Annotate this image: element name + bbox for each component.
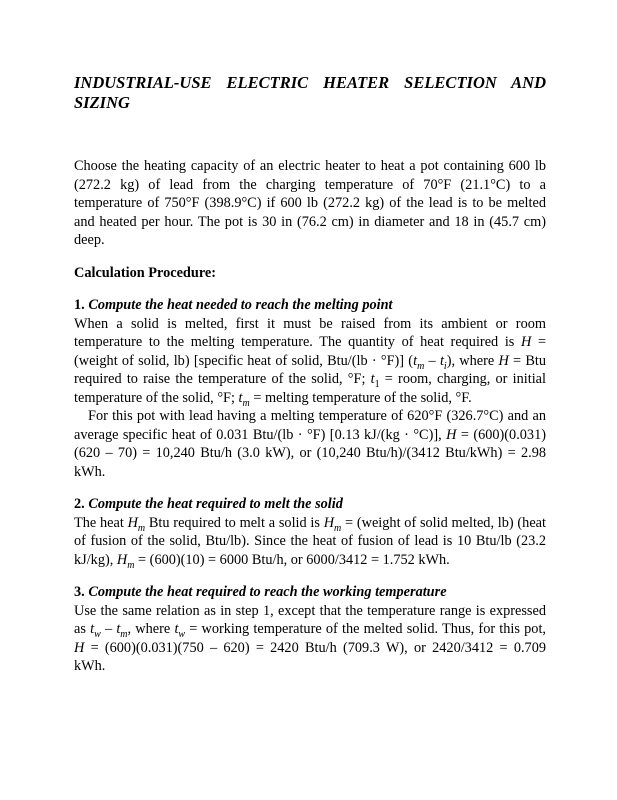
step-2-number: 2. [74, 496, 85, 512]
step-1-paragraph-1: When a solid is melted, first it must be raised from its ambient or room temperature to the melting temperature. The quantity of heat required is H = (weight of solid, lb) [specific heat of solid, Btu/(lb · °F)] $(t_m - t_i)$, where H = Btu required to raise the temperature of the solid, °F; $t_1$ = room, charging, or initial temperature of the solid, °F; $t_m$ = melting temperature of the solid, °F. [74, 315, 547, 409]
step-1-paragraph-2: For this pot with lead having a melting temperature of 620°F (326.7°C) and an average specific heat of 0.031 Btu/(lb · °F) [0.13 kJ/(kg · °C)], H = (600)(0.031)(620 – 70) = 10,240 Btu/h (3.0 kW), or (10,240 Btu/h)/(3412 Btu/kWh) = 2.98 kWh. [74, 408, 546, 480]
step-1-title: Compute the heat needed to reach the melting point [88, 297, 393, 313]
document-title: INDUSTRIAL-USE ELECTRIC HEATER SELECTION AND SIZING [74, 73, 546, 112]
step-2-heading [74, 495, 546, 514]
problem-statement: Choose the heating capacity of an electric heater to heat a pot containing 600 lb (272.2 kg) of lead from the charging temperature of 70°F (21.1°C) to a temperature of 750°F (398.9°C) if 600 lb (272.2 kg) of the lead is to be melted and heated per hour. The pot is 30 in (76.2 cm) in diameter and 18 in (45.7 cm) deep. [74, 158, 546, 248]
step-3-title: Compute the heat required to reach the working temperature [88, 584, 447, 600]
step-3-paragraph-1: Use the same relation as in step 1, except that the temperature range is expressed as $t_w - t_m$, where $t_w$ = working temperature of the melted solid. Thus, for this pot, H = (600)(0.031)(750 – 620) = 2420 Btu/h (709.3 W), or 2420/3412 = 0.709 kWh. [74, 602, 546, 674]
step-3-heading [74, 583, 546, 602]
step-3-number: 3. [74, 584, 85, 600]
document-page [74, 73, 546, 676]
step-1-number: 1. [74, 297, 85, 313]
step-2-paragraph-1: The heat $H_m$ Btu required to melt a solid is $H_m$ = (weight of solid melted, lb) (heat of fusion of the solid, Btu/lb). Since the heat of fusion of lead is 10 Btu/lb (23.2 kJ/kg), $H_m = (600)(10) = 6000$ Btu/h, or 6000/3412 = 1.752 kWh. [74, 514, 546, 571]
step-1-heading [74, 296, 546, 315]
step-2-title: Compute the heat required to melt the solid [88, 496, 343, 512]
procedure-heading: Calculation Procedure: [74, 264, 217, 281]
